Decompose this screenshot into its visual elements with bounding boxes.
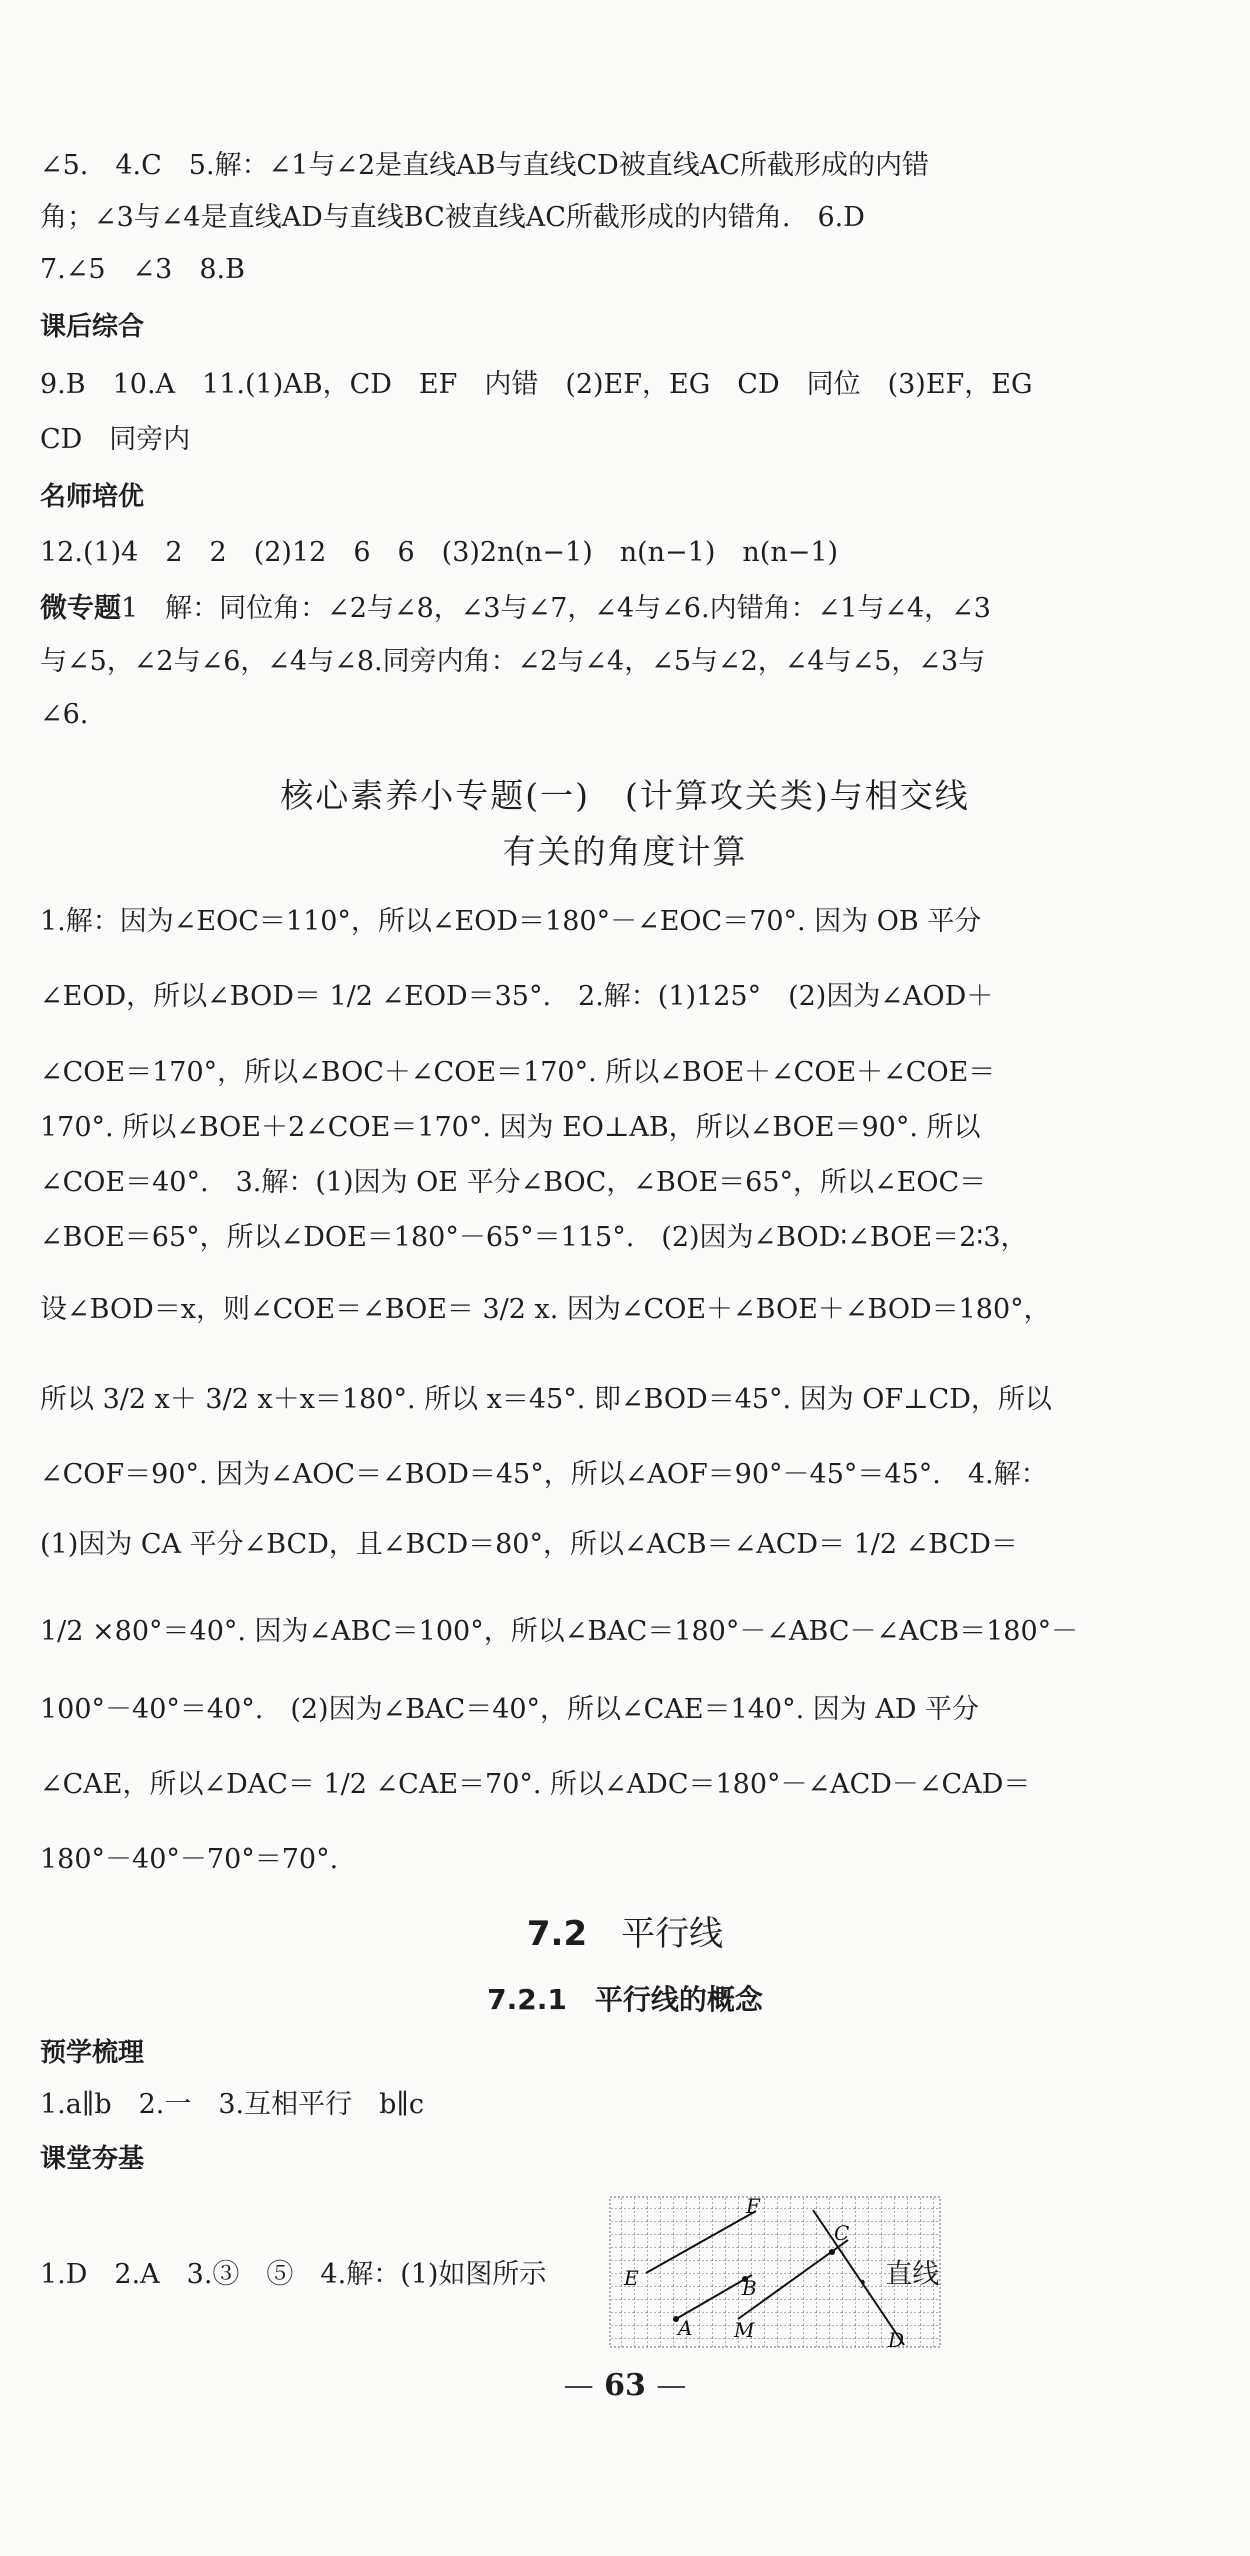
answer-line: 1.解：因为∠EOC＝110°，所以∠EOD＝180°－∠EOC＝70°. 因为 OB 平分 <box>40 906 982 937</box>
section-heading-ketang: 课堂夯基 <box>40 2144 145 2174</box>
answer-line: 所以 3/2 x＋ 3/2 x＋x＝180°. 所以 x＝45°. 即∠BOD＝45°. 因为 OF⊥CD，所以 <box>40 1384 1052 1415</box>
page-dash-left: — <box>563 2368 594 2403</box>
answer-line: 180°－40°－70°＝70°. <box>40 1844 339 1875</box>
page-number-value: 63 <box>604 2368 646 2403</box>
answer-line: 与∠5，∠2与∠6，∠4与∠8.同旁内角：∠2与∠4，∠5与∠2，∠4与∠5，∠3与 <box>40 646 986 677</box>
answer-line: 100°－40°＝40°. (2)因为∠BAC＝40°，所以∠CAE＝140°. 因为 AD 平分 <box>40 1694 980 1725</box>
answer-line: ∠COF＝90°. 因为∠AOC＝∠BOD＝45°，所以∠AOF＝90°－45°＝45°. 4.解： <box>40 1459 1048 1490</box>
answer-line: 设∠BOD＝x，则∠COE＝∠BOE＝ 3/2 x. 因为∠COE＋∠BOE＋∠BOD＝180°， <box>40 1294 1051 1325</box>
label-D: D <box>888 2328 905 2352</box>
weizhuanti-text: 1 解：同位角：∠2与∠8，∠3与∠7，∠4与∠6.内错角：∠1与∠4，∠3 <box>121 593 991 624</box>
section-number: 7.2 <box>526 1914 588 1954</box>
label-B: B <box>742 2276 757 2300</box>
weizhuanti-label: 微专题 <box>40 593 121 624</box>
special-topic-title: 核心素养小专题(一) (计算攻关类)与相交线 <box>280 776 970 815</box>
subsection-title <box>0 1978 1250 2022</box>
section-heading-mingshi: 名师培优 <box>40 482 145 512</box>
label-A: A <box>678 2316 693 2340</box>
page-number <box>0 2368 1250 2403</box>
section-heading-kehou: 课后综合 <box>40 312 145 342</box>
label-C: C <box>834 2221 850 2245</box>
answer-line: CD 同旁内 <box>40 424 191 455</box>
special-topic-subtitle: 有关的角度计算 <box>502 832 748 871</box>
answer-line: 1.a∥b 2.一 3.互相平行 b∥c <box>40 2089 425 2120</box>
parallel-lines-figure <box>608 2195 948 2355</box>
answer-line: ∠COE＝40°. 3.解：(1)因为 OE 平分∠BOC，∠BOE＝65°，所以∠EOC＝ <box>40 1167 987 1198</box>
answer-line: 1/2 ×80°＝40°. 因为∠ABC＝100°，所以∠BAC＝180°－∠ABC－∠ACB＝180°－ <box>40 1616 1079 1647</box>
label-F: F <box>746 2195 760 2218</box>
answer-line: ∠COE＝170°，所以∠BOC＋∠COE＝170°. 所以∠BOE＋∠COE＋∠COE＝ <box>40 1057 996 1088</box>
label-M: M <box>734 2318 755 2342</box>
answer-line <box>40 589 1220 629</box>
page-dash-right: — <box>656 2368 687 2403</box>
answer-line: ∠EOD，所以∠BOD＝ 1/2 ∠EOD＝35°. 2.解：(1)125° (2)因为∠AOD＋ <box>40 981 994 1012</box>
section-heading-yuxue: 预学梳理 <box>40 2038 145 2068</box>
subsection-name: 平行线的概念 <box>594 1983 763 2016</box>
answer-line: ∠BOE＝65°，所以∠DOE＝180°－65°＝115°. (2)因为∠BOD∶∠BOE＝2∶3， <box>40 1222 1028 1253</box>
subsection-number: 7.2.1 <box>487 1983 567 2016</box>
answer-line: 9.B 10.A 11.(1)AB，CD EF 内错 (2)EF，EG CD 同位 (3)EF，EG <box>40 369 1033 400</box>
answer-line: ∠CAE，所以∠DAC＝ 1/2 ∠CAE＝70°. 所以∠ADC＝180°－∠ACD－∠CAD＝ <box>40 1769 1031 1800</box>
section-title <box>0 1910 1250 1958</box>
answer-line: 角；∠3与∠4是直线AD与直线BC被直线AC所截形成的内错角. 6.D <box>40 202 865 233</box>
answer-line: 12.(1)4 2 2 (2)12 6 6 (3)2n(n−1) n(n−1) n(n−1) <box>40 537 839 568</box>
label-E: E <box>624 2266 639 2290</box>
ketang-answers: 1.D 2.A 3.③ ⑤ 4.解：(1)如图所示 <box>40 2259 547 2290</box>
answer-line: ∠5. 4.C 5.解：∠1与∠2是直线AB与直线CD被直线AC所截形成的内错 <box>40 150 929 181</box>
point-C <box>829 2249 835 2255</box>
answer-line: (1)因为 CA 平分∠BCD，且∠BCD＝80°，所以∠ACB＝∠ACD＝ 1/2 ∠BCD＝ <box>40 1529 1018 1560</box>
section-name: 平行线 <box>621 1914 724 1954</box>
answer-line: ∠6. <box>40 699 89 730</box>
answer-line: 7.∠5 ∠3 8.B <box>40 254 245 285</box>
answer-line: 170°. 所以∠BOE＋2∠COE＝170°. 因为 EO⊥AB，所以∠BOE＝90°. 所以 <box>40 1112 981 1143</box>
